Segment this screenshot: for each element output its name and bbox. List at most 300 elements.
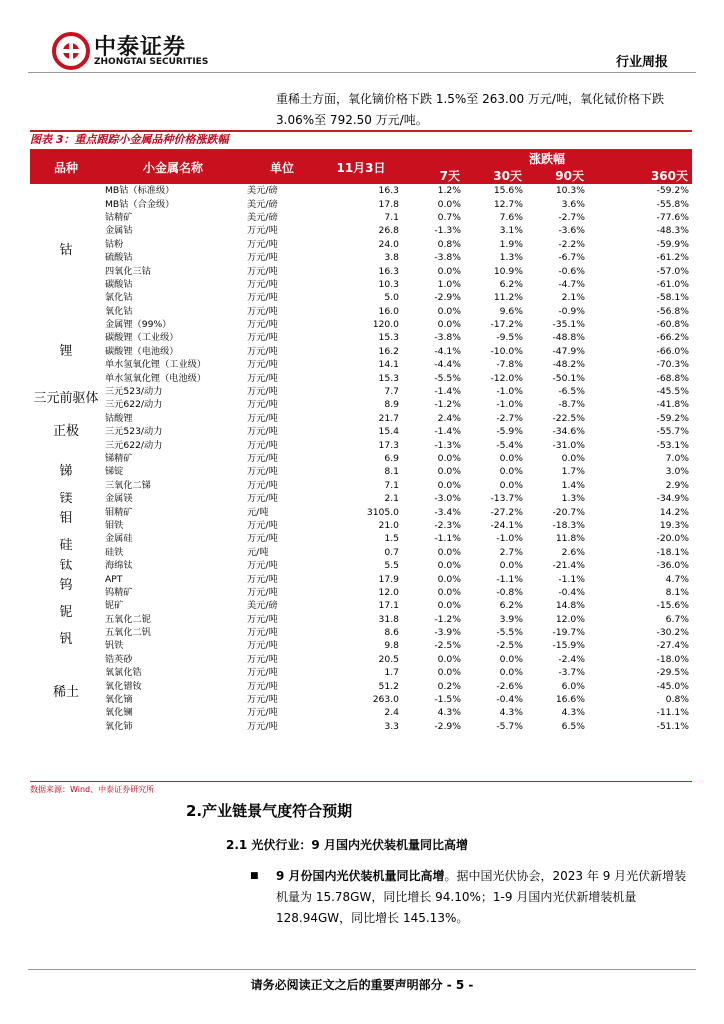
metal-name-cell: 氧化钴 — [105, 305, 133, 317]
change-360d-cell: -57.0% — [656, 265, 690, 277]
change-360d-cell: 4.7% — [665, 573, 690, 585]
price-cell: 16.2 — [378, 345, 399, 357]
change-7d-cell: 0.7% — [437, 211, 461, 223]
unit-cell: 万元/吨 — [247, 453, 278, 464]
change-30d-cell: -1.0% — [496, 533, 523, 545]
change-90d-cell: -6.5% — [558, 386, 585, 398]
change-360d-cell: -45.0% — [656, 680, 690, 692]
header-divider — [28, 72, 696, 73]
change-30d-cell: 11.2% — [493, 292, 523, 304]
price-cell: 15.4 — [378, 426, 399, 438]
change-7d-cell: 0.8% — [437, 238, 461, 250]
header-360d: 360天 — [588, 167, 692, 184]
logo-mark-icon — [52, 32, 90, 70]
change-360d-cell: -53.1% — [656, 439, 690, 451]
change-90d-cell: 1.7% — [561, 466, 585, 478]
table-row — [30, 693, 692, 706]
change-360d-cell: 3.0% — [665, 466, 690, 478]
metal-name-cell: 氧化镝 — [105, 694, 133, 706]
change-360d-cell: -58.1% — [656, 292, 690, 304]
metal-name-cell: 五氧化二铌 — [105, 613, 151, 625]
change-360d-cell: -29.5% — [656, 667, 690, 679]
change-90d-cell: -34.6% — [552, 426, 585, 438]
change-30d-cell: -0.8% — [496, 586, 523, 598]
change-30d-cell: 10.9% — [493, 265, 523, 277]
change-90d-cell: 1.4% — [561, 479, 585, 491]
table-row — [30, 519, 692, 532]
change-30d-cell: -2.6% — [496, 680, 523, 692]
price-cell: 8.6 — [384, 627, 399, 639]
header-unit: 单位 — [244, 150, 320, 184]
price-cell: 24.0 — [378, 238, 399, 250]
change-360d-cell: 0.8% — [665, 694, 690, 706]
table-row — [30, 238, 692, 251]
price-cell: 5.5 — [384, 560, 399, 572]
change-360d-cell: -59.9% — [656, 238, 690, 250]
metal-name-cell: 金属镁 — [105, 493, 133, 505]
price-cell: 8.1 — [384, 466, 399, 478]
price-cell: 14.1 — [378, 359, 399, 371]
change-90d-cell: -0.6% — [558, 265, 585, 277]
bullet-square-icon: ■ — [250, 871, 259, 881]
metal-name-cell: 钴粉 — [105, 238, 124, 250]
change-7d-cell: -3.9% — [434, 627, 461, 639]
price-cell: 6.9 — [384, 453, 399, 464]
table-row — [30, 613, 692, 626]
unit-cell: 万元/吨 — [247, 707, 278, 719]
change-30d-cell: 0.0% — [499, 653, 523, 665]
unit-cell: 万元/吨 — [247, 225, 278, 237]
price-cell: 2.4 — [384, 707, 399, 719]
metal-name-cell: 碳酸锂（工业级） — [105, 332, 179, 344]
para-lead: 9 月份国内光伏装机量同比高增 — [276, 869, 445, 883]
change-90d-cell: -3.7% — [558, 667, 585, 679]
metal-name-cell: 硫酸钴 — [105, 252, 133, 264]
change-30d-cell: 0.0% — [499, 560, 523, 572]
change-90d-cell: 6.0% — [561, 680, 585, 692]
price-cell: 21.0 — [378, 519, 399, 531]
unit-cell: 万元/吨 — [247, 640, 278, 652]
price-cell: 1.7 — [384, 667, 399, 679]
change-360d-cell: -61.2% — [656, 252, 690, 264]
change-30d-cell: 12.7% — [493, 198, 523, 210]
change-90d-cell: -2.7% — [558, 211, 585, 223]
metal-name-cell: 钒铁 — [105, 640, 124, 652]
change-360d-cell: -77.6% — [656, 211, 690, 223]
change-7d-cell: -5.5% — [434, 372, 461, 384]
change-7d-cell: -1.4% — [434, 426, 461, 438]
category-cell: 铌 — [59, 605, 73, 620]
change-7d-cell: 0.0% — [437, 667, 461, 679]
table-row — [30, 679, 692, 692]
change-7d-cell: 0.0% — [437, 573, 461, 585]
change-90d-cell: -21.4% — [552, 560, 585, 572]
unit-cell: 万元/吨 — [247, 560, 278, 572]
change-90d-cell: -3.6% — [558, 225, 585, 237]
footer-disclaimer: 请务必阅读正文之后的重要声明部分 - 5 - — [250, 978, 474, 992]
unit-cell: 万元/吨 — [247, 319, 278, 331]
change-360d-cell: -70.3% — [656, 359, 690, 371]
header-date: 11月3日 — [320, 150, 402, 184]
change-30d-cell: 15.6% — [493, 185, 523, 197]
change-7d-cell: -4.1% — [434, 345, 461, 357]
price-cell: 12.0 — [378, 586, 399, 598]
unit-cell: 元/吨 — [247, 506, 269, 518]
metal-name-cell: 锑精矿 — [105, 453, 133, 464]
unit-cell: 万元/吨 — [247, 627, 278, 639]
header-change: 涨跌幅 — [402, 150, 692, 167]
change-90d-cell: 2.1% — [561, 292, 585, 304]
change-90d-cell: -18.3% — [552, 519, 585, 531]
change-360d-cell: 8.1% — [665, 586, 690, 598]
change-30d-cell: 0.0% — [499, 466, 523, 478]
change-90d-cell: -1.1% — [558, 573, 585, 585]
header-7d: 7天 — [402, 167, 464, 184]
unit-cell: 万元/吨 — [247, 238, 278, 250]
change-30d-cell: -17.2% — [490, 319, 523, 331]
metal-name-cell: 钼精矿 — [105, 506, 133, 518]
table-row — [30, 586, 692, 599]
change-360d-cell: -51.1% — [656, 720, 690, 732]
change-30d-cell: -1.0% — [496, 386, 523, 398]
table-row — [30, 278, 692, 291]
price-cell: 3105.0 — [366, 506, 399, 518]
price-cell: 17.3 — [378, 439, 399, 451]
metal-name-cell: 铌矿 — [105, 600, 124, 612]
table-row — [30, 438, 692, 451]
category-cell: 硅 — [59, 538, 73, 554]
metal-name-cell: 硅铁 — [105, 546, 124, 558]
change-90d-cell: -8.7% — [558, 399, 585, 411]
change-360d-cell: -41.8% — [656, 399, 690, 411]
change-30d-cell: 1.9% — [499, 238, 523, 250]
unit-cell: 万元/吨 — [247, 332, 278, 344]
change-360d-cell: 2.9% — [665, 479, 690, 491]
change-7d-cell: 0.0% — [437, 305, 461, 317]
price-cell: 26.8 — [378, 225, 399, 237]
change-360d-cell: -59.2% — [656, 185, 690, 197]
change-90d-cell: 2.6% — [561, 546, 585, 558]
change-7d-cell: 2.4% — [437, 412, 461, 424]
change-30d-cell: 6.2% — [499, 278, 523, 290]
change-30d-cell: 3.1% — [499, 225, 523, 237]
change-30d-cell: 0.0% — [499, 453, 523, 464]
change-360d-cell: 14.2% — [659, 506, 690, 518]
change-360d-cell: -11.1% — [656, 707, 690, 719]
change-90d-cell: 1.3% — [561, 493, 585, 505]
change-7d-cell: 0.0% — [437, 653, 461, 665]
change-360d-cell: -61.0% — [656, 278, 690, 290]
table-row — [30, 666, 692, 679]
change-360d-cell: -48.3% — [656, 225, 690, 237]
change-7d-cell: -1.1% — [434, 533, 461, 545]
change-7d-cell: 0.0% — [437, 466, 461, 478]
table-row — [30, 318, 692, 331]
change-90d-cell: -4.7% — [558, 278, 585, 290]
table-row — [30, 465, 692, 478]
metal-name-cell: 碳酸锂（电池级） — [105, 345, 179, 357]
header-category: 品种 — [30, 150, 102, 184]
change-7d-cell: -1.3% — [434, 439, 461, 451]
change-7d-cell: 0.0% — [437, 560, 461, 572]
header-90d: 90天 — [526, 167, 588, 184]
change-7d-cell: 0.0% — [437, 600, 461, 612]
unit-cell: 万元/吨 — [247, 252, 278, 264]
change-7d-cell: -1.3% — [434, 225, 461, 237]
unit-cell: 万元/吨 — [247, 399, 278, 411]
table-row — [30, 385, 692, 398]
logo-company-cn: 中泰证券 — [94, 35, 187, 60]
table-row — [30, 197, 692, 210]
category-cell: 钴 — [59, 243, 73, 259]
body-paragraph — [276, 866, 692, 929]
price-cell: 7.1 — [384, 211, 399, 223]
change-30d-cell: 1.3% — [499, 252, 523, 264]
change-90d-cell: 4.3% — [561, 707, 585, 719]
footer-divider — [28, 969, 696, 970]
price-cell: 21.7 — [378, 412, 399, 424]
change-90d-cell: -47.9% — [552, 345, 585, 357]
change-90d-cell: -0.9% — [558, 305, 585, 317]
metal-name-cell: 氧化铈 — [105, 720, 133, 732]
table-row — [30, 224, 692, 237]
unit-cell: 万元/吨 — [247, 479, 278, 491]
metal-name-cell: 金属硅 — [105, 533, 133, 545]
change-90d-cell: -15.9% — [552, 640, 585, 652]
price-cell: 15.3 — [378, 332, 399, 344]
category-cell: 钨 — [59, 578, 73, 594]
change-7d-cell: -3.8% — [434, 332, 461, 344]
category-cell: 锂 — [59, 343, 73, 359]
change-7d-cell: 0.0% — [437, 319, 461, 331]
data-source: 数据来源：Wind、中泰证券研究所 — [30, 781, 692, 795]
change-7d-cell: -2.9% — [434, 720, 461, 732]
change-30d-cell: 2.7% — [499, 546, 523, 558]
change-90d-cell: 0.0% — [561, 453, 585, 464]
metal-name-cell: 氧化镨钕 — [105, 680, 142, 692]
price-cell: 17.8 — [378, 198, 399, 210]
metal-name-cell: 氯化钴 — [105, 292, 133, 304]
unit-cell: 万元/吨 — [247, 439, 278, 451]
change-30d-cell: -1.1% — [496, 573, 523, 585]
table-row — [30, 264, 692, 277]
change-7d-cell: -3.8% — [434, 252, 461, 264]
change-360d-cell: -30.2% — [656, 627, 690, 639]
unit-cell: 万元/吨 — [247, 412, 278, 424]
change-30d-cell: -5.4% — [496, 439, 523, 451]
price-cell: 2.1 — [384, 493, 399, 505]
table-row — [30, 492, 692, 505]
change-7d-cell: -4.4% — [434, 359, 461, 371]
table-row — [30, 720, 692, 733]
change-7d-cell: -3.0% — [434, 493, 461, 505]
change-90d-cell: -2.4% — [558, 653, 585, 665]
change-360d-cell: -18.1% — [656, 546, 690, 558]
metal-name-cell: 三氧化二锑 — [105, 479, 151, 491]
change-7d-cell: 4.3% — [437, 707, 461, 719]
price-cell: 1.5 — [384, 533, 399, 545]
change-30d-cell: 0.0% — [499, 667, 523, 679]
table-row — [30, 599, 692, 612]
table-row — [30, 412, 692, 425]
metal-name-cell: 金属钴 — [105, 225, 133, 237]
unit-cell: 万元/吨 — [247, 493, 278, 505]
change-360d-cell: -34.9% — [656, 493, 690, 505]
logo-company-en: ZHONGTAI SECURITIES — [94, 57, 209, 67]
price-cell: 16.0 — [378, 305, 399, 317]
price-cell: 10.3 — [378, 278, 399, 290]
header-metal-name: 小金属名称 — [102, 150, 244, 184]
change-30d-cell: -5.9% — [496, 426, 523, 438]
change-30d-cell: -7.8% — [496, 359, 523, 371]
table-row — [30, 331, 692, 344]
metal-name-cell: 单水氢氧化锂（电池级） — [105, 372, 207, 384]
price-cell: 0.7 — [384, 546, 399, 558]
price-cell: 17.1 — [378, 600, 399, 612]
change-360d-cell: -18.0% — [656, 653, 690, 665]
change-7d-cell: 0.0% — [437, 546, 461, 558]
change-7d-cell: -1.2% — [434, 613, 461, 625]
change-30d-cell: -5.5% — [496, 627, 523, 639]
change-360d-cell: 6.7% — [665, 613, 690, 625]
table-row — [30, 546, 692, 559]
change-360d-cell: -60.8% — [656, 319, 690, 331]
change-7d-cell: -1.2% — [434, 399, 461, 411]
metal-name-cell: APT — [105, 573, 123, 585]
table-row — [30, 653, 692, 666]
metal-name-cell: 三元523/动力 — [105, 386, 163, 398]
change-360d-cell: -45.5% — [656, 386, 690, 398]
unit-cell: 万元/吨 — [247, 265, 278, 277]
price-cell: 17.9 — [378, 573, 399, 585]
unit-cell: 元/吨 — [247, 546, 269, 558]
change-30d-cell: 3.9% — [499, 613, 523, 625]
table-row — [30, 626, 692, 639]
change-7d-cell: -2.5% — [434, 640, 461, 652]
change-90d-cell: 10.3% — [555, 185, 585, 197]
change-90d-cell: -22.5% — [552, 412, 585, 424]
metal-name-cell: MB钴（合金级） — [105, 198, 175, 210]
category-cell: 钒 — [59, 631, 73, 647]
change-90d-cell: -0.4% — [558, 586, 585, 598]
category-cell: 稀土 — [52, 685, 79, 701]
section-title: 2.产业链景气度符合预期 — [186, 802, 353, 820]
table-row — [30, 452, 692, 465]
change-30d-cell: -13.7% — [490, 493, 523, 505]
table-row — [30, 706, 692, 719]
price-cell: 15.3 — [378, 372, 399, 384]
table-row — [30, 291, 692, 304]
price-cell: 3.8 — [384, 252, 399, 264]
change-360d-cell: -68.8% — [656, 372, 690, 384]
company-logo — [52, 30, 252, 72]
change-360d-cell: -55.7% — [656, 426, 690, 438]
unit-cell: 美元/磅 — [247, 600, 278, 612]
metal-name-cell: 钴酸锂 — [105, 412, 133, 424]
header-30d: 30天 — [464, 167, 526, 184]
price-cell: 3.3 — [384, 720, 399, 732]
change-30d-cell: 6.2% — [499, 600, 523, 612]
metal-name-cell: 金属锂（99%） — [105, 319, 172, 331]
table-row — [30, 398, 692, 411]
change-7d-cell: 0.0% — [437, 453, 461, 464]
unit-cell: 万元/吨 — [247, 292, 278, 304]
change-90d-cell: -2.2% — [558, 238, 585, 250]
table-row — [30, 572, 692, 585]
unit-cell: 万元/吨 — [247, 613, 278, 625]
change-7d-cell: 1.0% — [437, 278, 461, 290]
change-30d-cell: -24.1% — [490, 519, 523, 531]
unit-cell: 万元/吨 — [247, 466, 278, 478]
category-cell: 钼 — [59, 511, 73, 527]
change-90d-cell: 12.0% — [555, 613, 585, 625]
category-cell: 三元前驱体 — [33, 390, 99, 406]
table-body — [30, 184, 692, 733]
change-30d-cell: -0.4% — [496, 694, 523, 706]
table-row — [30, 505, 692, 518]
change-7d-cell: 0.0% — [437, 265, 461, 277]
change-7d-cell: -2.9% — [434, 292, 461, 304]
unit-cell: 万元/吨 — [247, 426, 278, 438]
change-30d-cell: -1.0% — [496, 399, 523, 411]
metal-name-cell: 五氧化二钒 — [105, 627, 151, 639]
price-cell: 120.0 — [372, 319, 399, 331]
change-360d-cell: -66.0% — [656, 345, 690, 357]
table-row — [30, 425, 692, 438]
unit-cell: 万元/吨 — [247, 694, 278, 706]
metal-name-cell: 单水氢氧化锂（工业级） — [105, 359, 207, 371]
report-type: 行业周报 — [615, 55, 668, 70]
price-cell: 31.8 — [378, 613, 399, 625]
price-cell: 9.8 — [384, 640, 399, 652]
table-row — [30, 184, 692, 197]
change-30d-cell: -10.0% — [490, 345, 523, 357]
change-90d-cell: 11.8% — [555, 533, 585, 545]
change-30d-cell: 9.6% — [499, 305, 523, 317]
change-90d-cell: 3.6% — [561, 198, 585, 210]
table-row — [30, 305, 692, 318]
table-row — [30, 559, 692, 572]
change-30d-cell: 0.0% — [499, 479, 523, 491]
metal-name-cell: 三元622/动力 — [105, 439, 163, 451]
unit-cell: 万元/吨 — [247, 519, 278, 531]
category-cell: 正极 — [52, 424, 79, 440]
change-360d-cell: -27.4% — [656, 640, 690, 652]
change-90d-cell: -31.0% — [552, 439, 585, 451]
change-360d-cell: -55.8% — [656, 198, 690, 210]
change-360d-cell: -66.2% — [656, 332, 690, 344]
change-90d-cell: -48.2% — [552, 359, 585, 371]
change-30d-cell: -5.7% — [496, 720, 523, 732]
figure-title: 图表 3：重点跟踪小金属品种价格涨跌幅 — [30, 130, 692, 150]
category-cell: 钛 — [59, 558, 73, 573]
change-360d-cell: -20.0% — [656, 533, 690, 545]
unit-cell: 万元/吨 — [247, 720, 278, 732]
unit-cell: 万元/吨 — [247, 533, 278, 545]
change-30d-cell: -27.2% — [490, 506, 523, 518]
unit-cell: 万元/吨 — [247, 586, 278, 598]
change-30d-cell: 7.6% — [499, 211, 523, 223]
unit-cell: 万元/吨 — [247, 653, 278, 665]
change-7d-cell: 0.2% — [437, 680, 461, 692]
price-cell: 7.1 — [384, 479, 399, 491]
change-90d-cell: -6.7% — [558, 252, 585, 264]
unit-cell: 万元/吨 — [247, 667, 278, 679]
table-row — [30, 479, 692, 492]
table-row — [30, 345, 692, 358]
metal-name-cell: 钨精矿 — [105, 586, 133, 598]
change-7d-cell: -1.4% — [434, 386, 461, 398]
